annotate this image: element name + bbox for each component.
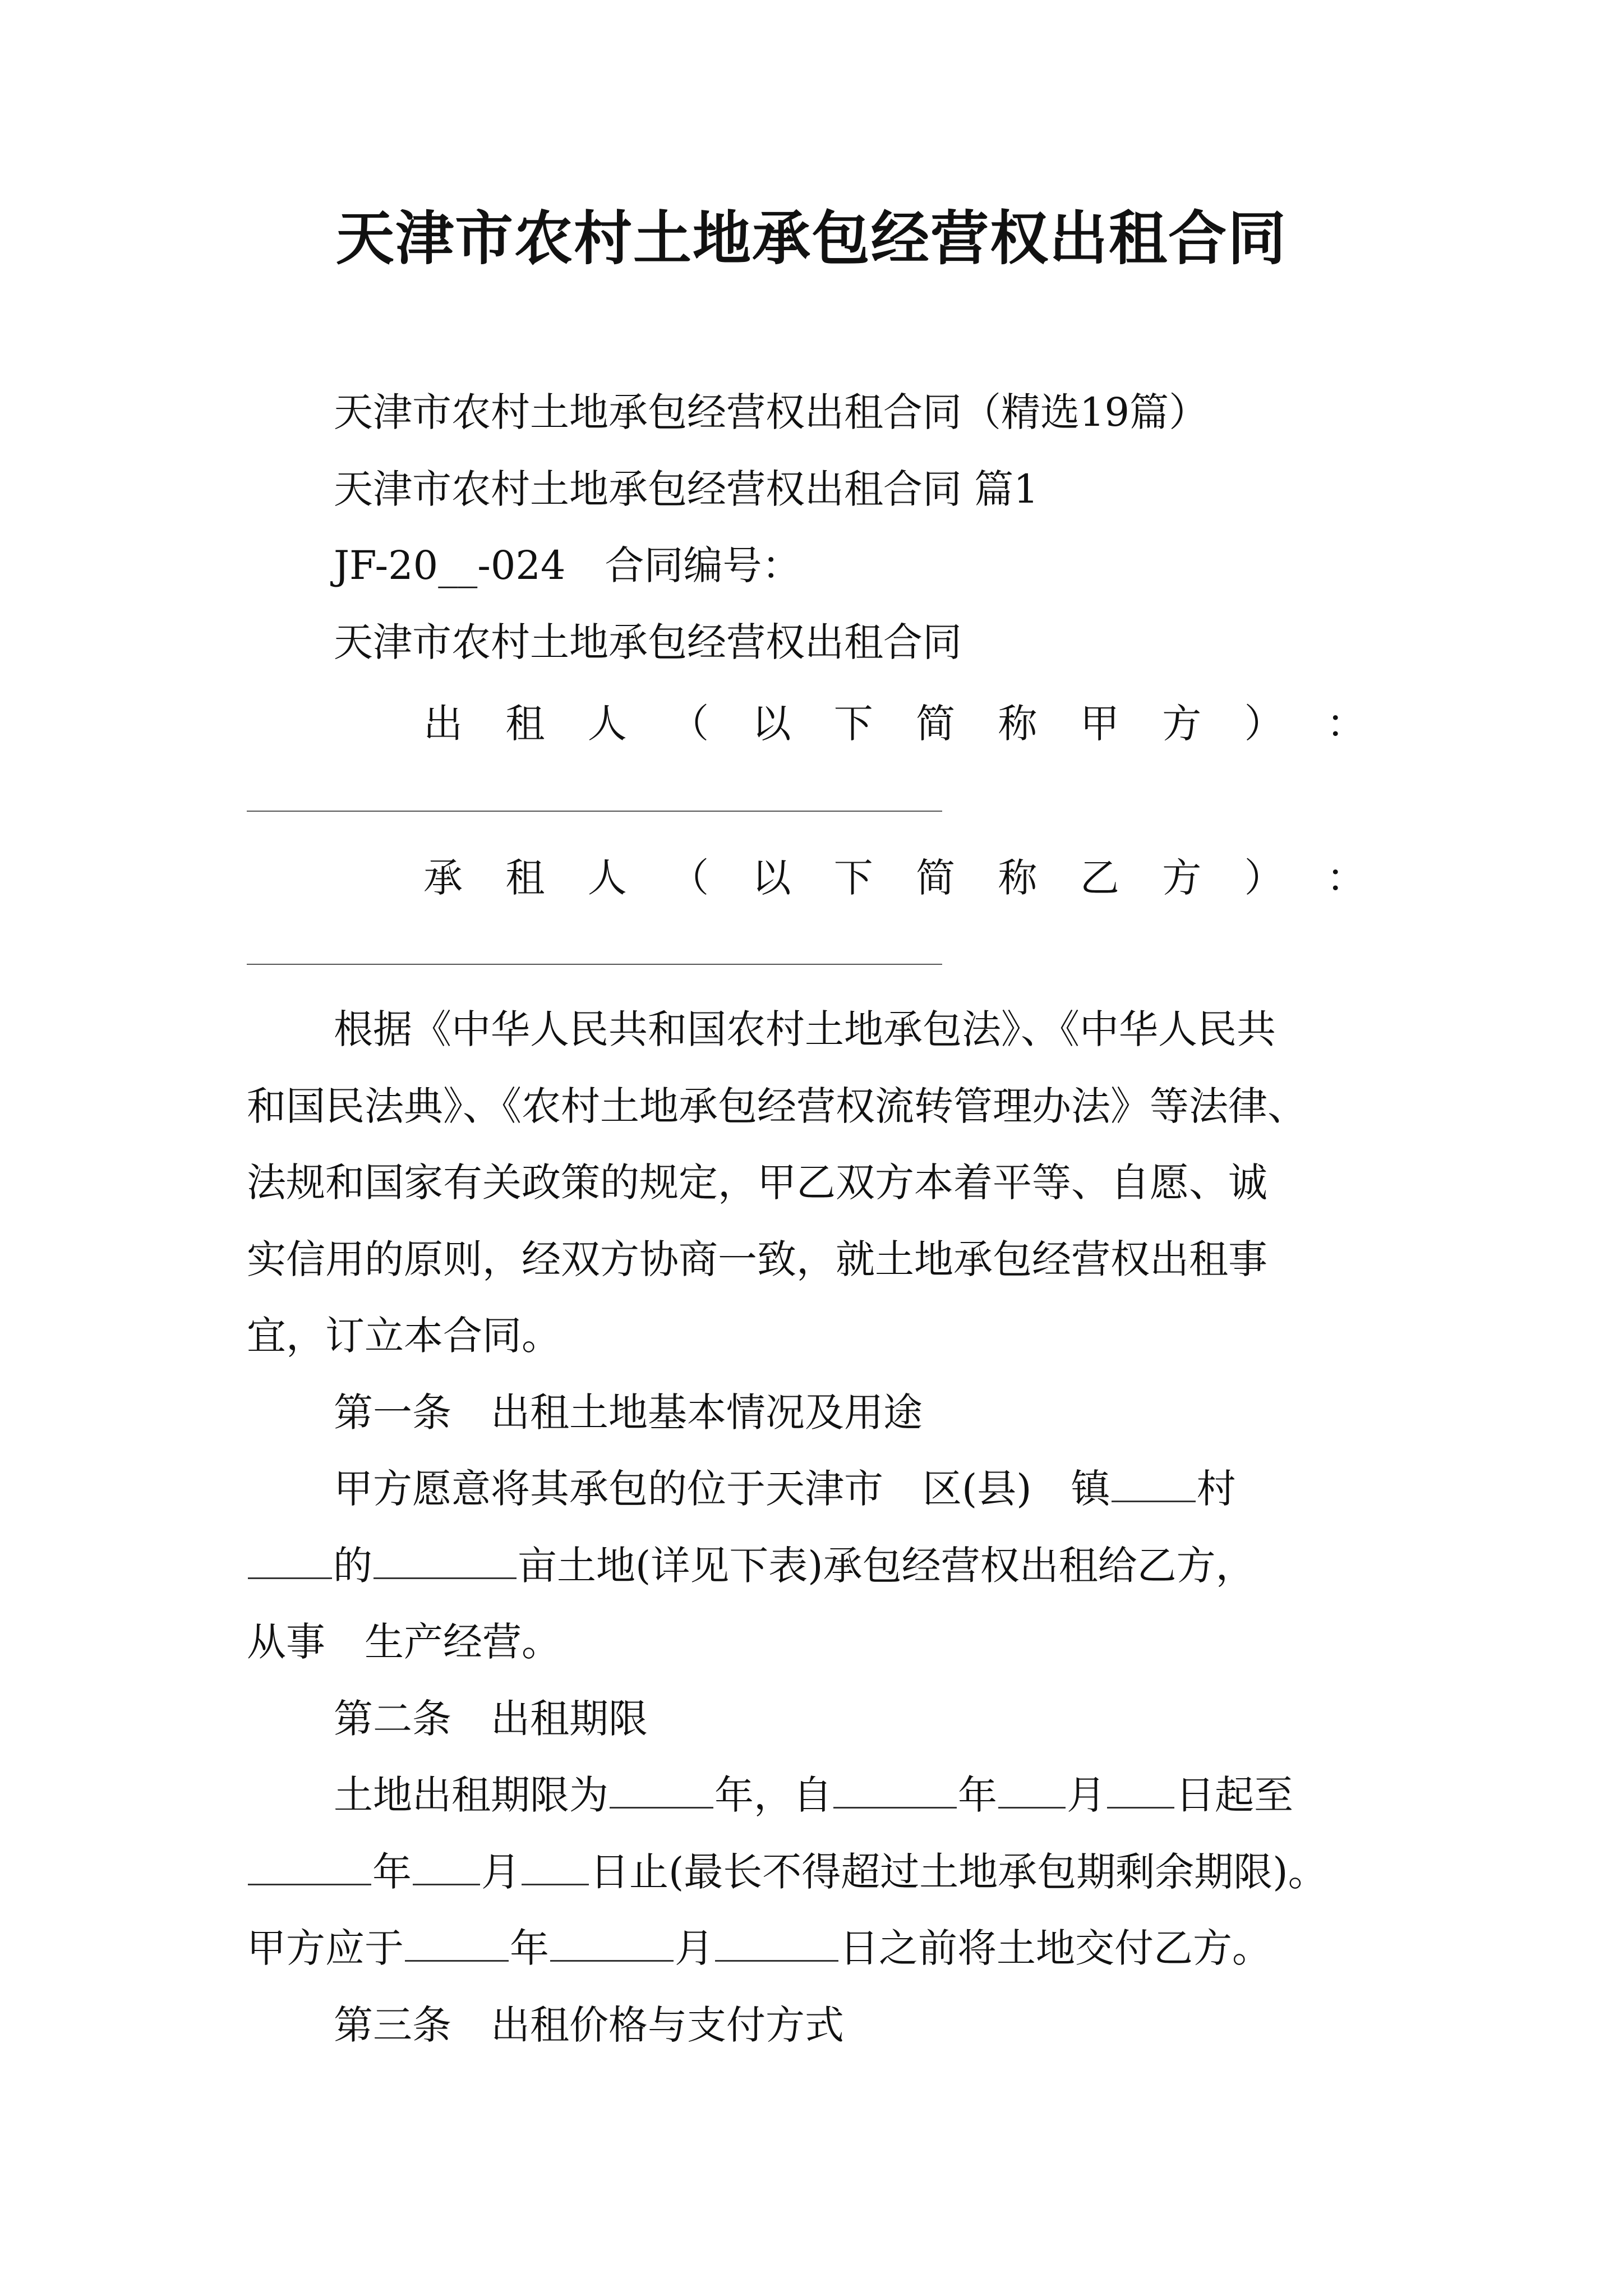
fill-blank: [405, 1921, 509, 1962]
article-3-heading: 第三条 出租价格与支付方式: [334, 2002, 844, 2048]
article-1-line-2: [247, 1538, 1255, 1594]
party-a-char: 简: [916, 701, 956, 747]
fill-blank: [248, 1844, 371, 1885]
fill-blank: [998, 1768, 1066, 1809]
party-a-char: 方: [1162, 701, 1202, 747]
preamble-line: 和国民法典》、《农村土地承包经营权流转管理办法》等法律、: [247, 1083, 1307, 1129]
article-2-line-3: [247, 1920, 1271, 1976]
party-a-char: 甲: [1080, 701, 1119, 747]
fill-blank: [1107, 1768, 1174, 1809]
party-a-char: ）: [1244, 701, 1284, 747]
article-2-text: 月: [675, 1925, 714, 1971]
party-b-char: 下: [833, 855, 873, 901]
article-2-text: 日之前将土地交付乙方。: [840, 1925, 1271, 1971]
party-a-char: 出: [423, 701, 463, 747]
party-b-char: ）: [1244, 855, 1284, 901]
party-b-char: 租: [505, 855, 545, 901]
article-2-text: 月: [481, 1849, 520, 1895]
fill-blank: [833, 1768, 957, 1809]
subtitle: 天津市农村土地承包经营权出租合同（精选19篇）: [334, 389, 1209, 435]
party-a-line: [423, 696, 1366, 752]
article-1-heading: 第一条 出租土地基本情况及用途: [334, 1389, 923, 1435]
document-title: 天津市农村土地承包经营权出租合同: [335, 204, 1287, 273]
party-b-fill-line: [247, 964, 942, 965]
party-a-char: 称: [998, 701, 1038, 747]
preamble-line: 宜，订立本合同。: [247, 1313, 561, 1359]
contract-name: 天津市农村土地承包经营权出租合同: [334, 619, 962, 665]
party-b-char: 方: [1162, 855, 1202, 901]
article-1-line-3: 从事 生产经营。: [247, 1619, 561, 1665]
preamble-line: 根据《中华人民共和国农村土地承包法》、《中华人民共: [334, 1006, 1276, 1052]
party-b-char: 简: [916, 855, 956, 901]
article-1-text: 的: [333, 1543, 372, 1589]
party-a-fill-line: [247, 811, 942, 812]
party-a-char: （: [670, 701, 709, 747]
fill-blank: [610, 1768, 713, 1809]
article-2-text: 日止(最长不得超过土地承包期剩余期限)。: [590, 1849, 1327, 1895]
party-b-char: （: [670, 855, 709, 901]
contract-number: JF-20__-024 合同编号：: [334, 542, 801, 588]
article-2-text: 月: [1067, 1772, 1106, 1818]
party-a-char: 下: [833, 701, 873, 747]
fill-blank: [550, 1921, 674, 1962]
article-2-text: 甲方应于: [247, 1925, 404, 1971]
party-a-char: ：: [1326, 701, 1366, 747]
article-2-text: 年: [372, 1849, 412, 1895]
party-a-char: 以: [751, 701, 791, 747]
party-b-char: 人: [587, 855, 627, 901]
article-2-text: 年: [958, 1772, 997, 1818]
fill-blank: [522, 1844, 589, 1885]
article-1-text: 甲方愿意将其承包的位于天津市 区(县) 镇: [334, 1466, 1110, 1512]
preamble-line: 法规和国家有关政策的规定，甲乙双方本着平等、自愿、诚: [247, 1159, 1267, 1205]
fill-blank: [413, 1844, 480, 1885]
party-b-line: [423, 850, 1366, 906]
party-b-char: 以: [751, 855, 791, 901]
article-2-text: 年，自: [714, 1772, 832, 1818]
article-2-line-2: [247, 1844, 1327, 1900]
party-b-char: ：: [1326, 855, 1366, 901]
article-2-text: 日起至: [1175, 1772, 1293, 1818]
fill-blank: [374, 1538, 517, 1579]
party-b-char: 称: [998, 855, 1038, 901]
chapter-heading: 天津市农村土地承包经营权出租合同 篇1: [334, 466, 1039, 512]
article-1-line-1: [334, 1461, 1236, 1517]
article-1-text: 村: [1196, 1466, 1236, 1512]
fill-blank: [248, 1538, 332, 1579]
fill-blank: [715, 1921, 838, 1962]
party-a-char: 租: [505, 701, 545, 747]
party-a-char: 人: [587, 701, 627, 747]
article-2-text: 土地出租期限为: [334, 1772, 608, 1818]
party-b-char: 承: [423, 855, 463, 901]
article-2-heading: 第二条 出租期限: [334, 1696, 648, 1742]
article-1-text: 亩土地(详见下表)承包经营权出租给乙方，: [518, 1543, 1255, 1589]
article-2-text: 年: [510, 1925, 549, 1971]
article-2-line-1: [334, 1767, 1293, 1823]
fill-blank: [1112, 1461, 1196, 1502]
preamble-line: 实信用的原则，经双方协商一致，就土地承包经营权出租事: [247, 1236, 1267, 1282]
party-b-char: 乙: [1080, 855, 1119, 901]
